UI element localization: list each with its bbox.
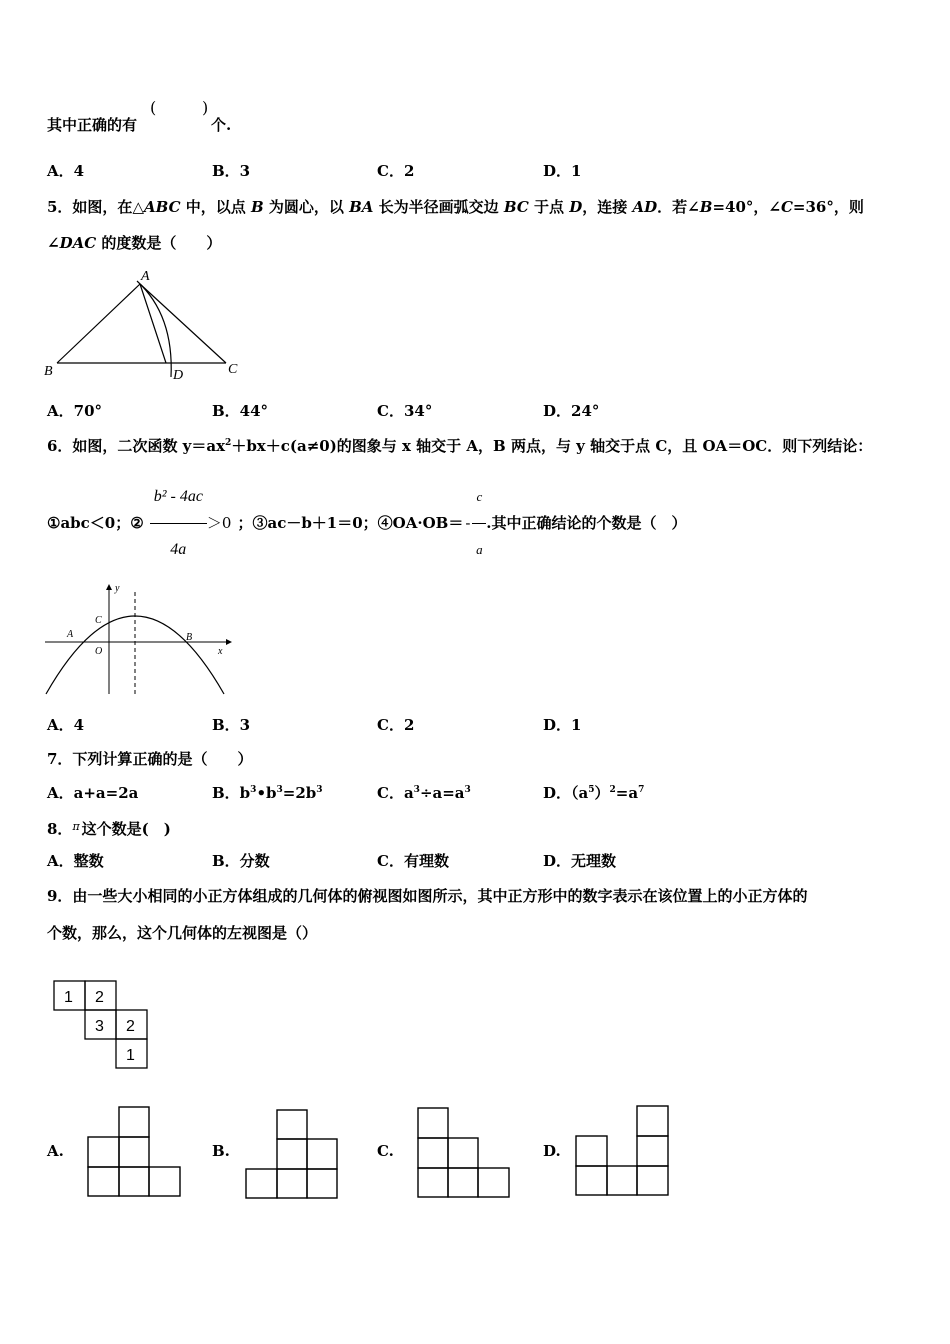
q9-stem-line2: 个数，那么，这个几何体的左视图是（）	[47, 924, 318, 942]
cube-square	[307, 1139, 337, 1169]
cube-square	[607, 1166, 637, 1195]
q6-conclusion-3-4: ；③ac－b＋1＝0；④OA·OB＝	[237, 514, 464, 532]
cube-square	[448, 1138, 478, 1168]
cube-square	[119, 1137, 149, 1167]
q4-paren-open: (	[150, 98, 157, 117]
cube-square	[277, 1169, 307, 1198]
cube-square	[637, 1166, 668, 1195]
cube-square	[149, 1167, 180, 1196]
fraction-denominator: 4a	[170, 540, 187, 558]
q6-fraction-discriminant	[150, 471, 207, 576]
q8-option-c: C．有理数	[377, 852, 449, 870]
q4-option-b: B．3	[212, 162, 251, 180]
q7-c-text: C．a	[377, 784, 414, 802]
q5-text: ∠	[47, 234, 60, 252]
q6-sup: 2	[225, 438, 232, 448]
q7-d-text: ）	[594, 784, 610, 802]
q7-d-sup: 7	[638, 785, 645, 795]
q7-c-sup: 3	[413, 785, 420, 795]
q4-option-a: A．4	[47, 162, 85, 180]
fraction-denominator: a	[476, 541, 483, 557]
q5-text: 于点	[528, 198, 570, 216]
q7-b-sup: 3	[276, 785, 283, 795]
x-axis-arrow	[226, 639, 232, 645]
cube-square	[246, 1169, 277, 1198]
label-y: y	[115, 583, 120, 594]
cube-square	[119, 1107, 149, 1137]
q7-d-sup: 2	[609, 785, 616, 795]
q8-option-d: D．无理数	[543, 852, 617, 870]
q5-text: ．若∠	[657, 198, 700, 216]
grid-number: 1	[64, 989, 73, 1006]
q5-var: AD	[632, 198, 658, 216]
q9-option-b-label: B.	[212, 1142, 230, 1160]
cube-square	[418, 1168, 448, 1197]
q5-var: DAC	[59, 234, 97, 252]
q6-text: ＋bx＋c(a≠0)的图象与 x 轴交于 A，B 两点，与 y 轴交于点 C，且 OA＝OC．则下列结论：	[231, 437, 873, 455]
q7-c-text: ÷a=a	[419, 784, 465, 802]
cube-square	[119, 1167, 149, 1196]
q6-text: 6．如图，二次函数 y＝ax	[47, 437, 226, 455]
q7-option-a: A．a+a=2a	[47, 784, 139, 802]
pi-symbol: π	[72, 820, 80, 833]
q5-var: D	[569, 198, 583, 216]
q7-d-text: D．（a	[543, 784, 589, 802]
q5-var: ABC	[143, 198, 181, 216]
q8-text: 这个数是( )	[81, 820, 171, 838]
label-b: B	[44, 364, 53, 379]
q6-gt: ＞0	[206, 514, 232, 532]
q5-var: B	[250, 198, 264, 216]
q9-top-view-grid	[53, 980, 153, 1072]
q7-b-sup: 3	[250, 785, 257, 795]
q6-conclusions	[47, 487, 687, 558]
q5-stem-line1	[47, 197, 864, 217]
q6-minus: -	[465, 514, 471, 532]
q5-text: 为圆心，以	[263, 198, 350, 216]
cube-square	[277, 1139, 307, 1169]
q4-tail-prefix: 其中正确的有	[47, 116, 138, 134]
q8-number: 8．	[47, 820, 73, 838]
cube-square	[576, 1136, 607, 1166]
q6-option-b: B．3	[212, 716, 251, 734]
q4-option-c: C．2	[377, 162, 415, 180]
label-b: B	[186, 632, 193, 643]
fraction-numerator: c	[472, 471, 486, 524]
cube-square	[418, 1138, 448, 1168]
q7-c-sup: 3	[464, 785, 471, 795]
label-d: D	[173, 368, 184, 383]
q7-option-c	[377, 783, 471, 803]
q9-option-c-label: C.	[377, 1142, 394, 1160]
q5-var: C	[780, 198, 793, 216]
q9-option-c-figure	[417, 1107, 513, 1199]
q5-text: 中，以点	[180, 198, 251, 216]
q6-option-c: C．2	[377, 716, 415, 734]
q5-triangle-figure	[40, 265, 250, 385]
cube-square	[307, 1169, 337, 1198]
q5-text: 的度数是（ ）	[96, 234, 222, 252]
label-a: A	[67, 629, 74, 640]
q5-option-a: A．70°	[47, 402, 103, 420]
label-o: O	[95, 646, 103, 657]
q6-conclusion-1: ①abc＜0；②	[47, 514, 144, 532]
q5-stem-line2	[47, 233, 221, 253]
cube-square	[448, 1168, 478, 1197]
y-axis-arrow	[106, 584, 112, 590]
q5-text: 长为半径画弧交边	[373, 198, 504, 216]
q9-option-a-figure	[87, 1106, 183, 1198]
q4-paren-close: )	[202, 98, 209, 117]
q8-option-a: A．整数	[47, 852, 104, 870]
grid-number: 3	[95, 1018, 104, 1035]
cube-square	[418, 1108, 448, 1138]
q7-option-d	[543, 783, 644, 803]
q7-b-text: B．b	[212, 784, 251, 802]
q5-text: =36°，则	[792, 198, 864, 216]
q9-stem-line1: 9．由一些大小相同的小正方体组成的几何体的俯视图如图所示，其中正方形中的数字表示在该位置上的小正方体的	[47, 887, 808, 905]
cube-square	[576, 1166, 607, 1195]
q7-b-sup: 3	[316, 785, 323, 795]
q5-text: ，连接	[582, 198, 633, 216]
fraction-numerator: b² - 4ac	[150, 471, 207, 524]
cube-square	[637, 1106, 668, 1136]
q7-d-sup: 5	[588, 785, 595, 795]
q5-var: BC	[503, 198, 529, 216]
q5-var: B	[699, 198, 713, 216]
label-x: x	[218, 646, 223, 657]
q5-text: =40°，∠	[712, 198, 781, 216]
q6-parabola-figure	[40, 580, 240, 700]
q4-tail-suffix: 个.	[211, 116, 232, 134]
q5-option-d: D．24°	[543, 402, 600, 420]
segment-ab	[57, 284, 140, 363]
q6-option-a: A．4	[47, 716, 85, 734]
q5-option-c: C．34°	[377, 402, 433, 420]
cube-square	[88, 1137, 119, 1167]
cube-square	[277, 1110, 307, 1139]
cube-square	[637, 1136, 668, 1166]
q9-option-d-figure	[575, 1105, 671, 1197]
q9-option-d-label: D.	[543, 1142, 561, 1160]
q5-option-b: B．44°	[212, 402, 269, 420]
q6-stem-line1	[47, 436, 872, 456]
q8-option-b: B．分数	[212, 852, 270, 870]
q7-b-text: =2b	[282, 784, 317, 802]
q7-option-b	[212, 783, 323, 803]
label-a: A	[141, 269, 150, 284]
q7-stem: 7．下列计算正确的是（ ）	[47, 750, 253, 768]
q4-tail	[47, 115, 137, 135]
grid-number: 2	[95, 989, 104, 1006]
q5-text: 5．如图，在△	[47, 198, 144, 216]
grid-number: 1	[126, 1047, 135, 1064]
q9-option-b-figure	[245, 1109, 341, 1201]
q9-option-a-label: A.	[47, 1142, 64, 1160]
label-c: C	[228, 362, 238, 377]
q7-d-text: =a	[615, 784, 639, 802]
cube-square	[478, 1168, 509, 1197]
q6-fraction-c-over-a	[472, 471, 486, 576]
cube-square	[88, 1167, 119, 1196]
grid-number: 2	[126, 1018, 135, 1035]
q8-stem	[47, 817, 171, 839]
q5-var: BA	[349, 198, 374, 216]
q4-option-d: D．1	[543, 162, 582, 180]
q6-option-d: D．1	[543, 716, 582, 734]
label-c: C	[95, 615, 102, 626]
q7-b-text: •b	[256, 784, 277, 802]
q6-question-tail: .其中正确结论的个数是（ ）	[486, 514, 687, 532]
